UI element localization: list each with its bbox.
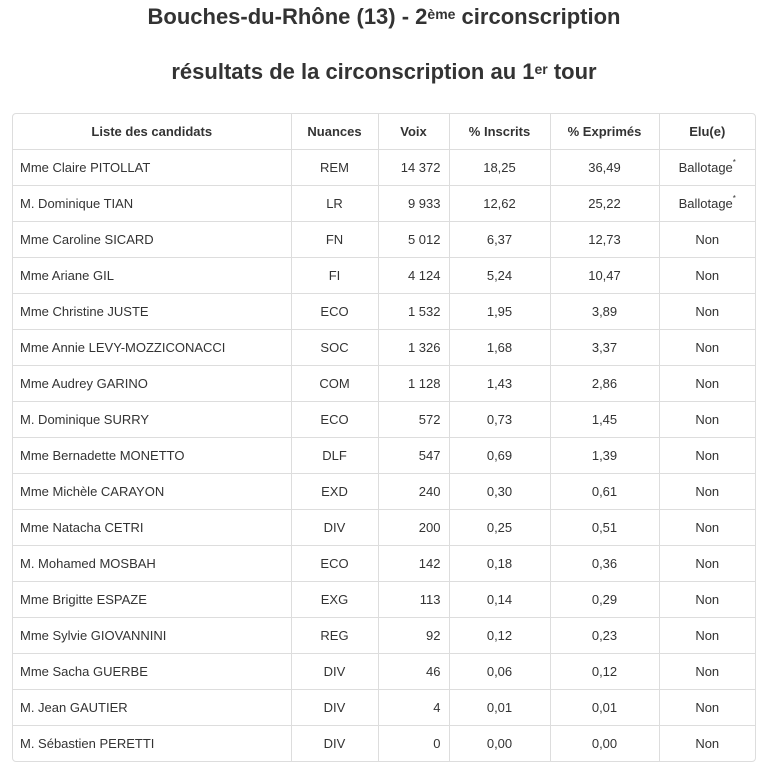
nuance-cell: COM bbox=[291, 366, 378, 402]
elu-status: Non bbox=[695, 736, 720, 751]
candidate-name: M. Sébastien PERETTI bbox=[13, 726, 291, 762]
exprimes-cell: 0,51 bbox=[550, 510, 659, 546]
voix-cell: 9 933 bbox=[378, 186, 449, 222]
candidate-name: Mme Sacha GUERBE bbox=[13, 654, 291, 690]
candidate-name: Mme Sylvie GIOVANNINI bbox=[13, 618, 291, 654]
table-row bbox=[13, 582, 755, 618]
inscrits-cell: 12,62 bbox=[449, 186, 550, 222]
title-line1-post: circonscription bbox=[455, 4, 621, 29]
elu-cell bbox=[659, 582, 755, 618]
candidate-name: M. Dominique TIAN bbox=[13, 186, 291, 222]
elu-cell bbox=[659, 222, 755, 258]
elu-cell bbox=[659, 438, 755, 474]
nuance-cell: DIV bbox=[291, 510, 378, 546]
title-line1-pre: Bouches-du-Rhône (13) - 2 bbox=[147, 4, 428, 29]
table-row bbox=[13, 510, 755, 546]
nuance-cell: EXG bbox=[291, 582, 378, 618]
title-line2-sup: er bbox=[534, 61, 548, 77]
exprimes-cell: 0,01 bbox=[550, 690, 659, 726]
elu-cell bbox=[659, 366, 755, 402]
table-body bbox=[13, 150, 755, 762]
table-row bbox=[13, 186, 755, 222]
voix-cell: 547 bbox=[378, 438, 449, 474]
voix-cell: 92 bbox=[378, 618, 449, 654]
inscrits-cell: 5,24 bbox=[449, 258, 550, 294]
table-row bbox=[13, 546, 755, 582]
table-row bbox=[13, 258, 755, 294]
table-row bbox=[13, 366, 755, 402]
results-table bbox=[13, 114, 755, 761]
exprimes-cell: 10,47 bbox=[550, 258, 659, 294]
elu-status: Non bbox=[695, 700, 720, 715]
elu-status: Non bbox=[695, 448, 720, 463]
voix-cell: 4 bbox=[378, 690, 449, 726]
nuance-cell: SOC bbox=[291, 330, 378, 366]
table-header-row bbox=[13, 114, 755, 150]
elu-cell bbox=[659, 546, 755, 582]
voix-cell: 5 012 bbox=[378, 222, 449, 258]
elu-cell bbox=[659, 330, 755, 366]
elu-status: Non bbox=[695, 304, 720, 319]
nuance-cell: DIV bbox=[291, 726, 378, 762]
inscrits-cell: 1,43 bbox=[449, 366, 550, 402]
voix-cell: 46 bbox=[378, 654, 449, 690]
voix-cell: 1 128 bbox=[378, 366, 449, 402]
voix-cell: 4 124 bbox=[378, 258, 449, 294]
nuance-cell: FN bbox=[291, 222, 378, 258]
header-inscrits: % Inscrits bbox=[449, 114, 550, 150]
elu-status: Non bbox=[695, 592, 720, 607]
table-row bbox=[13, 654, 755, 690]
exprimes-cell: 0,36 bbox=[550, 546, 659, 582]
inscrits-cell: 0,06 bbox=[449, 654, 550, 690]
nuance-cell: EXD bbox=[291, 474, 378, 510]
exprimes-cell: 36,49 bbox=[550, 150, 659, 186]
title-line2-pre: résultats de la circonscription au 1 bbox=[171, 59, 535, 84]
nuance-cell: LR bbox=[291, 186, 378, 222]
candidate-name: Mme Caroline SICARD bbox=[13, 222, 291, 258]
candidate-name: Mme Audrey GARINO bbox=[13, 366, 291, 402]
inscrits-cell: 0,69 bbox=[449, 438, 550, 474]
inscrits-cell: 0,01 bbox=[449, 690, 550, 726]
nuance-cell: ECO bbox=[291, 402, 378, 438]
nuance-cell: ECO bbox=[291, 546, 378, 582]
elu-cell bbox=[659, 618, 755, 654]
title-line1-sup: ème bbox=[427, 6, 456, 22]
elu-status: Ballotage bbox=[678, 196, 733, 211]
header-elu: Elu(e) bbox=[659, 114, 755, 150]
header-nuances: Nuances bbox=[291, 114, 378, 150]
candidate-name: M. Mohamed MOSBAH bbox=[13, 546, 291, 582]
table-row bbox=[13, 222, 755, 258]
exprimes-cell: 12,73 bbox=[550, 222, 659, 258]
title-line2-post: tour bbox=[547, 59, 597, 84]
exprimes-cell: 1,45 bbox=[550, 402, 659, 438]
elu-footnote-mark: * bbox=[732, 194, 736, 203]
header-exprimes: % Exprimés bbox=[550, 114, 659, 150]
nuance-cell: REG bbox=[291, 618, 378, 654]
elu-status: Non bbox=[695, 628, 720, 643]
elu-status: Non bbox=[695, 376, 720, 391]
inscrits-cell: 1,68 bbox=[449, 330, 550, 366]
table-row bbox=[13, 474, 755, 510]
elu-cell bbox=[659, 294, 755, 330]
nuance-cell: ECO bbox=[291, 294, 378, 330]
header-candidats: Liste des candidats bbox=[13, 114, 291, 150]
voix-cell: 1 326 bbox=[378, 330, 449, 366]
table-row bbox=[13, 294, 755, 330]
candidate-name: Mme Michèle CARAYON bbox=[13, 474, 291, 510]
table-row bbox=[13, 618, 755, 654]
inscrits-cell: 0,12 bbox=[449, 618, 550, 654]
nuance-cell: REM bbox=[291, 150, 378, 186]
inscrits-cell: 0,25 bbox=[449, 510, 550, 546]
elu-status: Non bbox=[695, 340, 720, 355]
voix-cell: 0 bbox=[378, 726, 449, 762]
elu-status: Non bbox=[695, 484, 720, 499]
table-row bbox=[13, 726, 755, 762]
nuance-cell: DLF bbox=[291, 438, 378, 474]
elu-status: Non bbox=[695, 232, 720, 247]
nuance-cell: FI bbox=[291, 258, 378, 294]
inscrits-cell: 0,73 bbox=[449, 402, 550, 438]
candidate-name: Mme Ariane GIL bbox=[13, 258, 291, 294]
table-row bbox=[13, 402, 755, 438]
voix-cell: 113 bbox=[378, 582, 449, 618]
elu-cell bbox=[659, 510, 755, 546]
candidate-name: M. Dominique SURRY bbox=[13, 402, 291, 438]
inscrits-cell: 1,95 bbox=[449, 294, 550, 330]
table-row bbox=[13, 690, 755, 726]
exprimes-cell: 2,86 bbox=[550, 366, 659, 402]
inscrits-cell: 0,18 bbox=[449, 546, 550, 582]
inscrits-cell: 0,14 bbox=[449, 582, 550, 618]
elu-cell bbox=[659, 726, 755, 762]
elu-footnote-mark: * bbox=[732, 158, 736, 167]
exprimes-cell: 0,00 bbox=[550, 726, 659, 762]
voix-cell: 1 532 bbox=[378, 294, 449, 330]
voix-cell: 200 bbox=[378, 510, 449, 546]
table-row bbox=[13, 150, 755, 186]
exprimes-cell: 0,23 bbox=[550, 618, 659, 654]
table-row bbox=[13, 330, 755, 366]
exprimes-cell: 3,37 bbox=[550, 330, 659, 366]
nuance-cell: DIV bbox=[291, 690, 378, 726]
page-subtitle bbox=[0, 58, 768, 86]
inscrits-cell: 0,00 bbox=[449, 726, 550, 762]
voix-cell: 142 bbox=[378, 546, 449, 582]
header-voix: Voix bbox=[378, 114, 449, 150]
elu-status: Ballotage bbox=[678, 160, 733, 175]
elu-cell bbox=[659, 258, 755, 294]
exprimes-cell: 0,61 bbox=[550, 474, 659, 510]
voix-cell: 572 bbox=[378, 402, 449, 438]
inscrits-cell: 18,25 bbox=[449, 150, 550, 186]
elu-cell bbox=[659, 474, 755, 510]
elu-status: Non bbox=[695, 412, 720, 427]
voix-cell: 240 bbox=[378, 474, 449, 510]
elu-cell bbox=[659, 690, 755, 726]
candidate-name: Mme Bernadette MONETTO bbox=[13, 438, 291, 474]
inscrits-cell: 0,30 bbox=[449, 474, 550, 510]
exprimes-cell: 25,22 bbox=[550, 186, 659, 222]
voix-cell: 14 372 bbox=[378, 150, 449, 186]
nuance-cell: DIV bbox=[291, 654, 378, 690]
elu-status: Non bbox=[695, 664, 720, 679]
candidate-name: Mme Brigitte ESPAZE bbox=[13, 582, 291, 618]
candidate-name: Mme Annie LEVY-MOZZICONACCI bbox=[13, 330, 291, 366]
results-table-container bbox=[12, 113, 756, 762]
elu-cell bbox=[659, 654, 755, 690]
elu-cell bbox=[659, 402, 755, 438]
candidate-name: Mme Christine JUSTE bbox=[13, 294, 291, 330]
exprimes-cell: 0,29 bbox=[550, 582, 659, 618]
candidate-name: M. Jean GAUTIER bbox=[13, 690, 291, 726]
elu-status: Non bbox=[695, 268, 720, 283]
candidate-name: Mme Natacha CETRI bbox=[13, 510, 291, 546]
exprimes-cell: 0,12 bbox=[550, 654, 659, 690]
page-title bbox=[0, 0, 768, 31]
candidate-name: Mme Claire PITOLLAT bbox=[13, 150, 291, 186]
elu-cell bbox=[659, 186, 755, 222]
elu-cell bbox=[659, 150, 755, 186]
elu-status: Non bbox=[695, 556, 720, 571]
exprimes-cell: 1,39 bbox=[550, 438, 659, 474]
inscrits-cell: 6,37 bbox=[449, 222, 550, 258]
table-row bbox=[13, 438, 755, 474]
exprimes-cell: 3,89 bbox=[550, 294, 659, 330]
elu-status: Non bbox=[695, 520, 720, 535]
